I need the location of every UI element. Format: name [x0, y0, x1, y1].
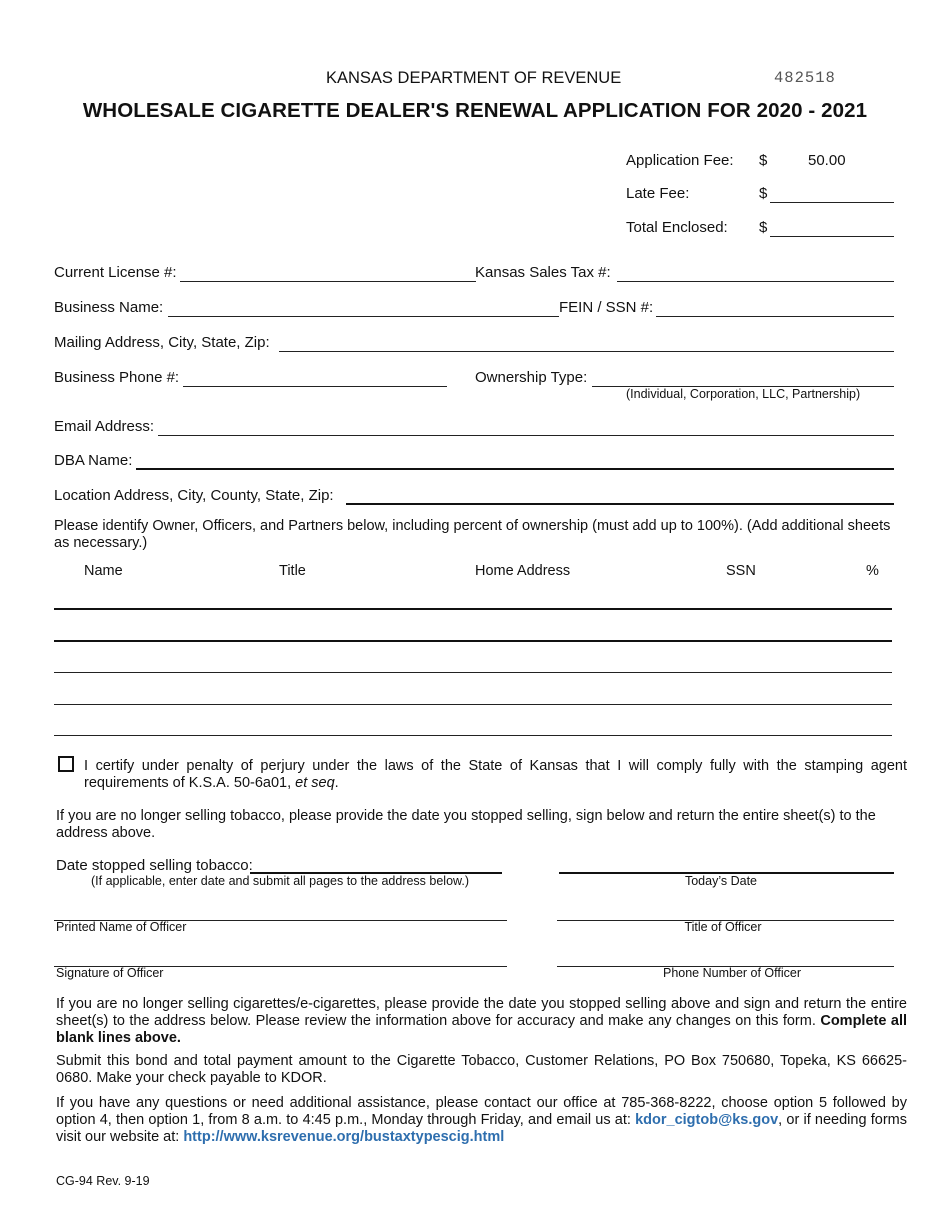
business-phone-label: Business Phone #:: [54, 369, 180, 386]
business-phone-field[interactable]: [183, 386, 447, 387]
owners-instructions: Please identify Owner, Officers, and Partners below, including percent of ownership (must add up to 100%). (Add additional sheets as necessary.): [54, 518, 891, 551]
footer-review-paragraph: [56, 996, 907, 1047]
ownership-type-label: Ownership Type:: [475, 369, 588, 386]
fein-ssn-label: FEIN / SSN #:: [559, 299, 654, 316]
certify-text: [84, 758, 907, 792]
agency-name: KANSAS DEPARTMENT OF REVENUE: [326, 69, 622, 87]
owner-row-line[interactable]: [54, 704, 892, 705]
late-fee-label: Late Fee:: [626, 185, 690, 202]
application-fee-value: 50.00: [808, 152, 846, 169]
title-of-officer-label: Title of Officer: [684, 920, 762, 934]
date-stopped-label: Date stopped selling tobacco:: [56, 857, 253, 874]
current-license-field[interactable]: [180, 281, 476, 282]
website-link[interactable]: http://www.ksrevenue.org/bustaxtypescig.html: [183, 1129, 505, 1145]
late-fee-currency: $: [759, 185, 768, 202]
mailing-address-field[interactable]: [279, 351, 894, 352]
kansas-sales-tax-label: Kansas Sales Tax #:: [475, 264, 611, 281]
business-name-field[interactable]: [168, 316, 559, 317]
email-address-label: Email Address:: [54, 418, 155, 435]
column-header-percent: %: [866, 563, 879, 579]
certify-text-italic: et seq: [295, 775, 335, 791]
footer-review-text: If you are no longer selling cigarettes/e-cigarettes, please provide the date you stopped selling above and sign and return the entire sheet(s) to the address below. Please review the information above for accuracy and make any changes on this form.: [56, 996, 907, 1029]
certify-text-main: I certify under penalty of perjury under the laws of the State of Kansas that I will comply fully with the stamping agent requirements of K.S.A. 50-6a01,: [84, 758, 907, 791]
application-fee-label: Application Fee:: [626, 152, 734, 169]
column-header-name: Name: [84, 563, 123, 579]
email-link[interactable]: kdor_cigtob@ks.gov: [635, 1112, 779, 1128]
form-title: WHOLESALE CIGARETTE DEALER'S RENEWAL APPLICATION FOR 2020 - 2021: [82, 99, 868, 122]
owner-row-line[interactable]: [54, 735, 892, 736]
footer-submit-paragraph: Submit this bond and total payment amount to the Cigarette Tobacco, Customer Relations, PO Box 750680, Topeka, KS 66625-0680. Make your check payable to KDOR.: [56, 1053, 907, 1086]
late-fee-field[interactable]: [770, 202, 894, 203]
location-address-field[interactable]: [346, 503, 894, 505]
owner-row-line[interactable]: [54, 640, 892, 642]
email-address-field[interactable]: [158, 435, 894, 436]
certify-text-end: .: [334, 775, 339, 791]
dba-name-label: DBA Name:: [54, 452, 133, 469]
footer-review-bold: Complete all blank lines above.: [56, 1013, 907, 1046]
printed-name-label: Printed Name of Officer: [56, 920, 187, 934]
total-enclosed-field[interactable]: [770, 236, 894, 237]
column-header-home-address: Home Address: [475, 563, 571, 579]
certify-checkbox[interactable]: [58, 756, 74, 772]
business-name-label: Business Name:: [54, 299, 164, 316]
total-enclosed-currency: $: [759, 219, 768, 236]
mailing-address-label: Mailing Address, City, State, Zip:: [54, 334, 270, 351]
date-stopped-hint: (If applicable, enter date and submit all pages to the address below.): [91, 874, 470, 888]
todays-date-label: Today’s Date: [684, 874, 758, 888]
footer-contact-text-2: , or if needing forms visit our website at:: [56, 1112, 907, 1145]
application-fee-currency: $: [759, 152, 768, 169]
location-address-label: Location Address, City, County, State, Zip:: [54, 487, 334, 504]
form-revision: CG-94 Rev. 9-19: [56, 1174, 150, 1188]
footer-contact-text: If you have any questions or need additional assistance, please contact our office at 785-368-8222, choose option 5 followed by option 4, then option 1, from 8 a.m. to 4:45 p.m., Monday through Friday, and email us at:: [56, 1095, 907, 1128]
owner-row-line[interactable]: [54, 608, 892, 610]
officer-phone-label: Phone Number of Officer: [662, 966, 802, 980]
footer-contact-paragraph: [56, 1095, 907, 1146]
stopped-instructions: If you are no longer selling tobacco, please provide the date you stopped selling, sign below and return the entire sheet(s) to the address above.: [56, 808, 876, 841]
ownership-type-hint: (Individual, Corporation, LLC, Partnership): [626, 387, 861, 401]
signature-label: Signature of Officer: [56, 966, 164, 980]
kansas-sales-tax-field[interactable]: [617, 281, 894, 282]
fein-ssn-field[interactable]: [656, 316, 894, 317]
form-code: 482518: [774, 69, 836, 87]
current-license-label: Current License #:: [54, 264, 177, 281]
dba-name-field[interactable]: [136, 468, 894, 470]
owner-row-line[interactable]: [54, 672, 892, 673]
column-header-ssn: SSN: [726, 563, 756, 579]
column-header-title: Title: [279, 563, 306, 579]
total-enclosed-label: Total Enclosed:: [626, 219, 728, 236]
